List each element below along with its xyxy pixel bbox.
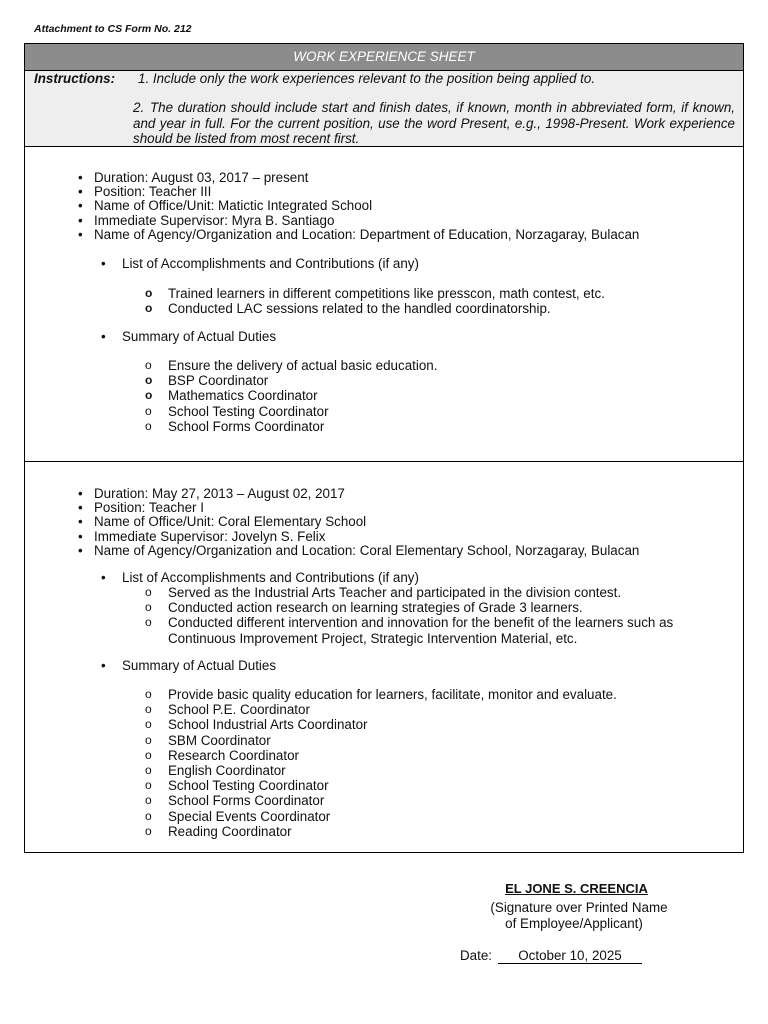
entry-2-duty-item: o School P.E. Coordinator — [145, 702, 737, 717]
entry-1-duty-item: o School Testing Coordinator — [145, 404, 737, 419]
entry-2-accomplishments-list — [145, 585, 737, 646]
entry-2-duty-item: o SBM Coordinator — [145, 733, 737, 748]
entry-1-duties-label: • Summary of Actual Duties — [122, 330, 276, 344]
instructions-label: Instructions: — [34, 71, 116, 86]
entry-2-duty-item: o School Industrial Arts Coordinator — [145, 717, 737, 732]
signature-caption-line-1: (Signature over Printed Name — [490, 900, 668, 915]
entry-2-duties-list — [145, 687, 737, 839]
entry-2-duty-item: o Research Coordinator — [145, 748, 737, 763]
entry-1-accomplishments-list — [145, 286, 737, 316]
entry-2-duties-label: • Summary of Actual Duties — [122, 659, 276, 673]
entry-2-accomplishments-label: • List of Accomplishments and Contributions (if any) — [122, 571, 419, 585]
entry-1-duty-item: o Mathematics Coordinator — [145, 388, 737, 403]
signature-caption-line-2: of Employee/Applicant) — [505, 916, 643, 931]
instruction-item-1: 1. Include only the work experiences relevant to the position being applied to. — [138, 71, 596, 86]
entry-2-supervisor: • Immediate Supervisor: Jovelyn S. Felix — [75, 530, 639, 544]
entry-1-duty-item: o School Forms Coordinator — [145, 419, 737, 434]
entry-1-accomplishment-item: o Trained learners in different competitions like presscon, math contest, etc. — [145, 286, 737, 301]
work-entry-1 — [25, 147, 743, 462]
entry-1-agency: • Name of Agency/Organization and Location: Department of Education, Norzagaray, Bulacan — [75, 228, 639, 242]
entry-2-accomplishment-item: o Conducted different intervention and innovation for the benefit of the learners such as Continuous Improvement Project, Strategic Intervention Material, etc. — [145, 615, 737, 645]
instruction-item-2-number: 2. — [133, 100, 145, 115]
entry-2-office: • Name of Office/Unit: Coral Elementary School — [75, 515, 639, 529]
entry-1-duty-item: o BSP Coordinator — [145, 373, 737, 388]
entry-2-duty-item: o School Forms Coordinator — [145, 793, 737, 808]
instruction-item-2 — [133, 100, 735, 147]
entry-2-position: • Position: Teacher I — [75, 501, 639, 515]
entry-2-duration: • Duration: May 27, 2013 – August 02, 2017 — [75, 487, 639, 501]
entry-1-duration: • Duration: August 03, 2017 – present — [75, 171, 639, 185]
entry-2-duty-item: o Special Events Coordinator — [145, 809, 737, 824]
entry-2-duty-item: o Provide basic quality education for learners, facilitate, monitor and evaluate. — [145, 687, 737, 702]
entry-1-position: • Position: Teacher III — [75, 185, 639, 199]
date-label: Date: — [460, 948, 493, 963]
entry-1-office: • Name of Office/Unit: Matictic Integrated School — [75, 199, 639, 213]
entry-1-details — [75, 171, 639, 242]
entry-2-accomplishment-item: o Conducted action research on learning strategies of Grade 3 learners. — [145, 600, 737, 615]
work-experience-sheet — [24, 43, 744, 853]
date-value: October 10, 2025 — [498, 948, 642, 964]
entry-1-accomplishment-item: o Conducted LAC sessions related to the handled coordinatorship. — [145, 301, 737, 316]
entry-2-duty-item: o Reading Coordinator — [145, 824, 737, 839]
instruction-item-2-text: The duration should include start and finish dates, if known, month in abbreviated form, if known, and year in full. For the current position, use the word Present, e.g., 1998-Present. Work experience should be listed from most recent first. — [133, 100, 735, 146]
entry-1-duties-list — [145, 358, 737, 434]
entry-2-accomplishment-item: o Served as the Industrial Arts Teacher and participated in the division contest. — [145, 585, 737, 600]
entry-2-details — [75, 487, 639, 558]
entry-1-accomplishments-label: • List of Accomplishments and Contributions (if any) — [122, 257, 419, 271]
signatory-name: EL JONE S. CREENCIA — [505, 881, 648, 896]
entry-2-agency: • Name of Agency/Organization and Location: Coral Elementary School, Norzagaray, Bulacan — [75, 544, 639, 558]
entry-2-duty-item: o School Testing Coordinator — [145, 778, 737, 793]
entry-2-duty-item: o English Coordinator — [145, 763, 737, 778]
form-number-label: Attachment to CS Form No. 212 — [34, 23, 192, 35]
instructions-box — [25, 71, 743, 147]
entry-1-duty-item: o Ensure the delivery of actual basic education. — [145, 358, 737, 373]
work-entry-2 — [25, 462, 743, 852]
entry-1-supervisor: • Immediate Supervisor: Myra B. Santiago — [75, 214, 639, 228]
sheet-title: WORK EXPERIENCE SHEET — [25, 44, 743, 71]
